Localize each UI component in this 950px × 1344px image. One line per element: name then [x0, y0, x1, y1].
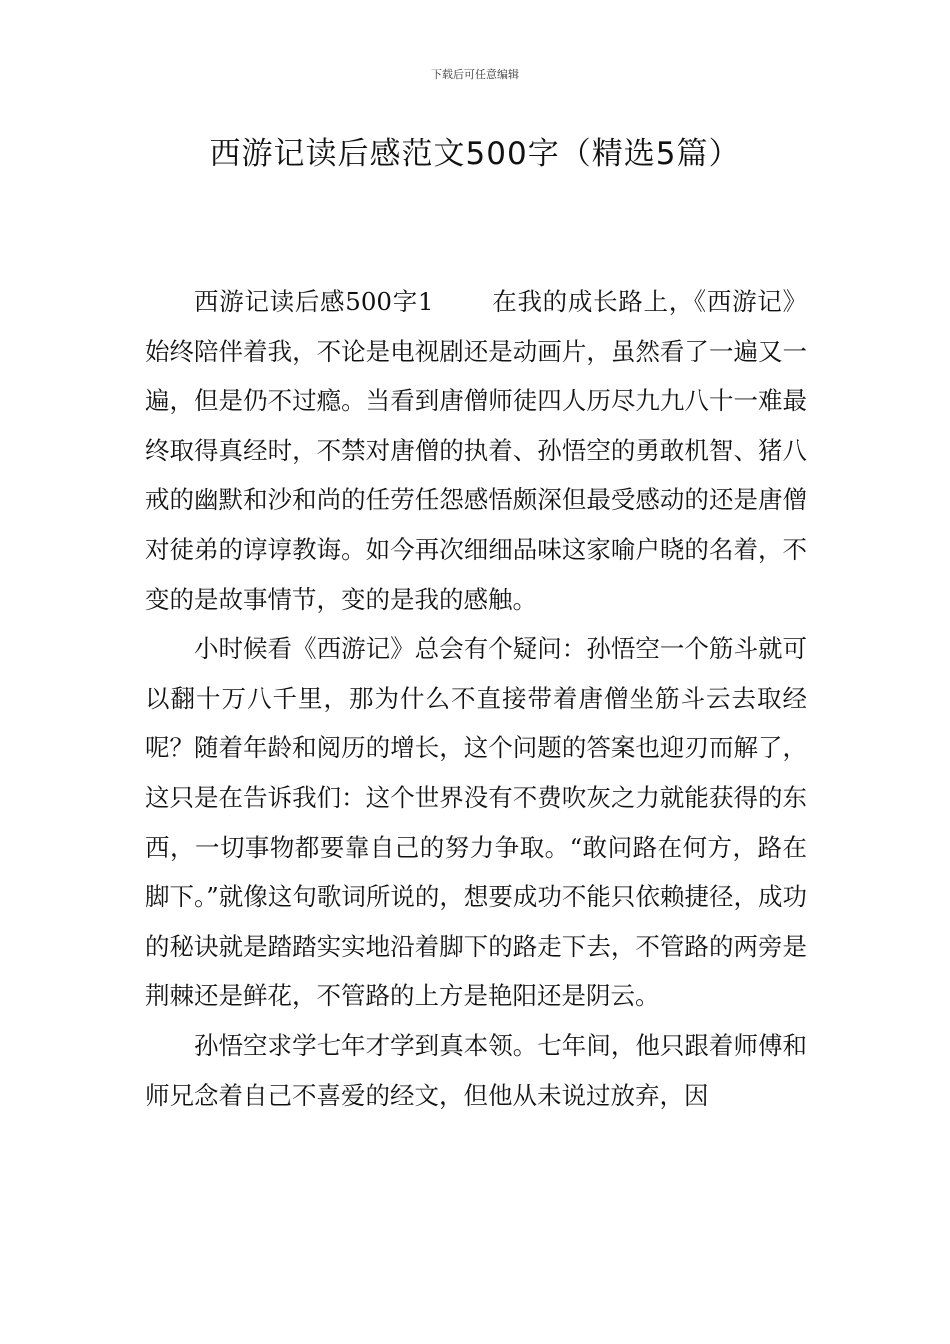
paragraph-1-text: 在我的成长路上，《西游记》始终陪伴着我，不论是电视剧还是动画片，虽然看了一遍又一遍，但是仍不过瘾。当看到唐僧师徒四人历尽九九八十一难最终取得真经时，不禁对唐僧的执着、孙悟空的勇敢机智、猪八戒的幽默和沙和尚的任劳任怨感悟颇深但最受感动的还是唐僧对徒弟的谆谆教诲。如今再次细细品味这家喻户晓的名着，不变的是故事情节，变的是我的感触。 — [145, 287, 807, 614]
paragraph-1 — [145, 277, 807, 624]
document-body — [145, 277, 807, 1120]
document-title: 西游记读后感范文500字（精选5篇） — [209, 136, 741, 172]
section-heading: 西游记读后感500字1 — [194, 287, 434, 316]
header-note: 下载后可任意编辑 — [431, 68, 519, 81]
paragraph-3: 孙悟空求学七年才学到真本领。七年间，他只跟着师傅和师兄念着自己不喜爱的经文，但他从未说过放弃，因 — [145, 1030, 807, 1110]
paragraph-2: 小时候看《西游记》总会有个疑问：孙悟空一个筋斗就可以翻十万八千里，那为什么不直接带着唐僧坐筋斗云去取经呢？随着年龄和阅历的增长，这个问题的答案也迎刃而解了，这只是在告诉我们：这个世界没有不费吹灰之力就能获得的东西，一切事物都要靠自己的努力争取。“敢问路在何方，路在脚下。”就像这句歌词所说的，想要成功不能只依赖捷径，成功的秘诀就是踏踏实实地沿着脚下的路走下去，不管路的两旁是荆棘还是鲜花，不管路的上方是艳阳还是阴云。 — [145, 634, 807, 1011]
